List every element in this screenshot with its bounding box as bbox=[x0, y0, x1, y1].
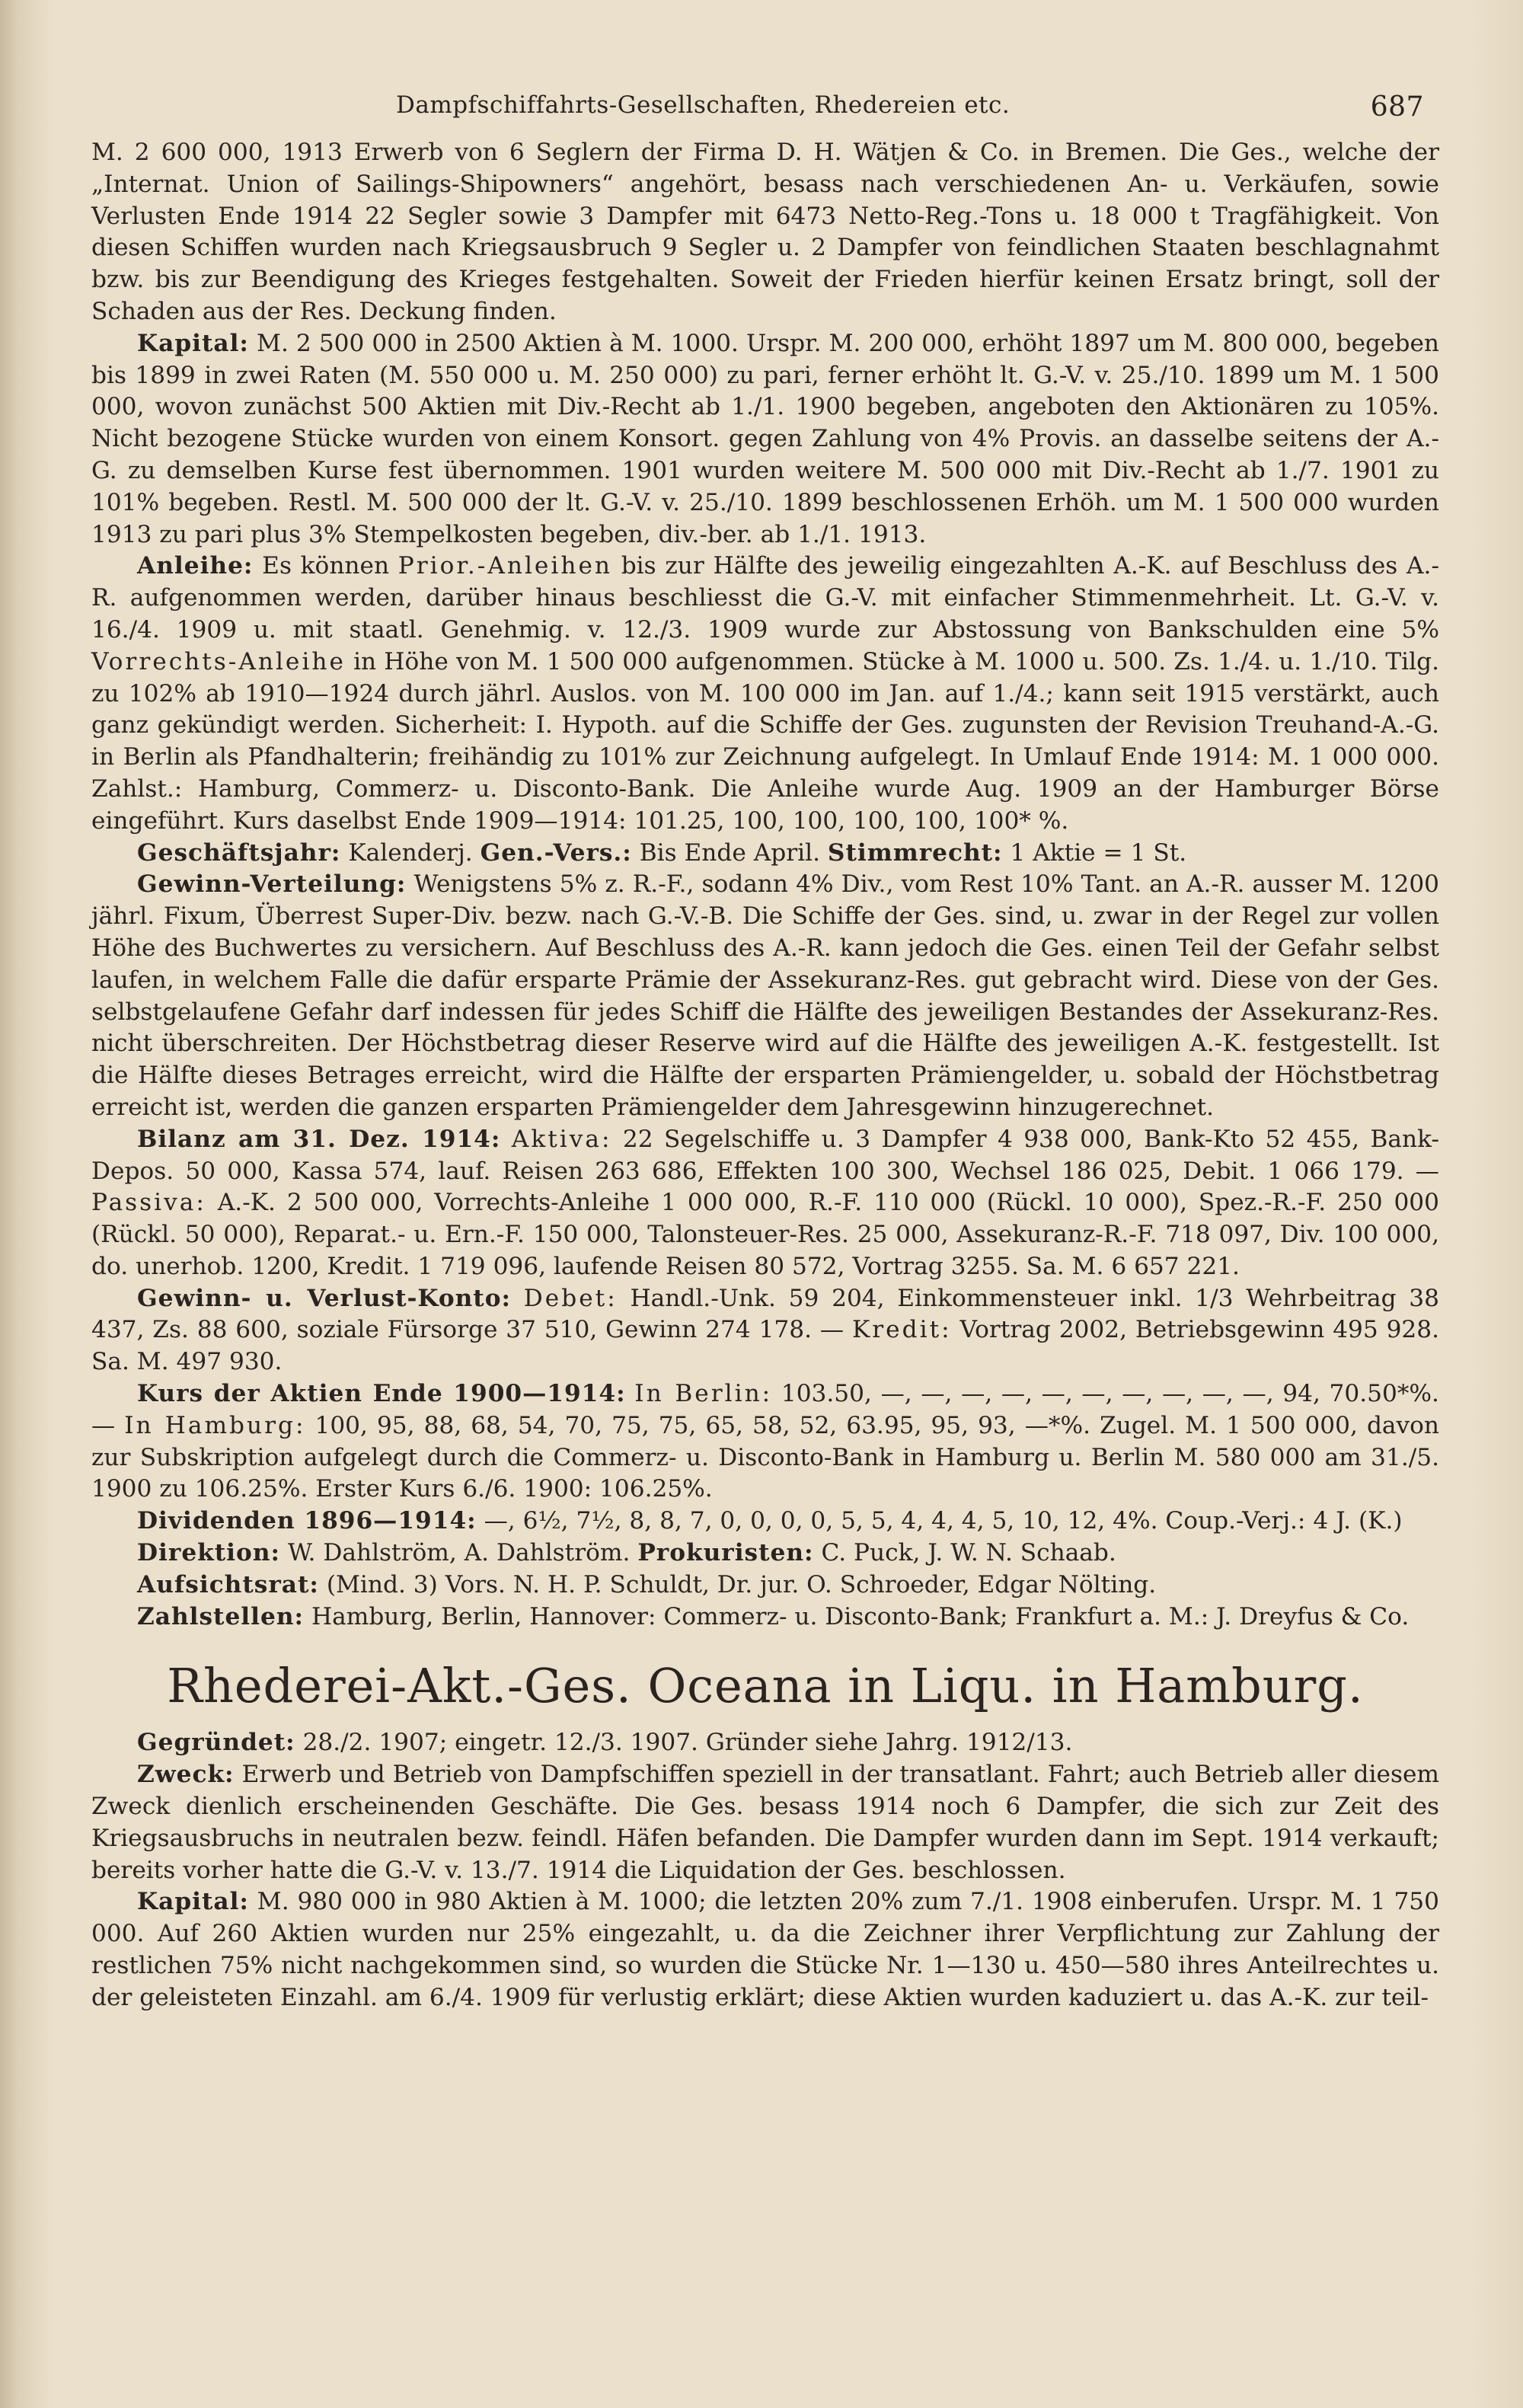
zweck-section: Zweck: Erwerb und Betrieb von Dampfschiffen speziell in der transatlant. Fahrt; auch Betrieb aller diesem Zweck dienlich erscheinenden Geschäfte. Die Ges. besass 1914 noch 6 Dampfer, die sich zur Zeit des Kriegsausbruchs in neutralen bezw. feindl. Häfen befanden. Die Dampfer wurden dann im Sept. 1914 verkauft; bereits vorher hatte die G.-V. v. 13./7. 1914 die Liquidation der Ges. beschlossen. bbox=[91, 1761, 1439, 1884]
running-title: Dampfschiffahrts-Gesellschaften, Rhedereien etc. bbox=[396, 91, 1011, 119]
kapital2-section: Kapital: M. 980 000 in 980 Aktien à M. 1000; die letzten 20% zum 7./1. 1908 einberufen. Urspr. M. 1 750 000. Auf 260 Aktien wurden nur 25% eingezahlt, u. da die Zeichner ihrer Verpflichtung zur Zahlung der restlichen 75% nicht nachgekommen sind, so wurden die Stücke Nr. 1—130 u. 450—580 ihres Anteilrechtes u. der geleisteten Einzahl. am 6./4. 1909 für verlustig erklärt; diese Aktien wurden kaduziert u. das A.-K. zur teil- bbox=[91, 1888, 1439, 2011]
zahlstellen-section: Zahlstellen: Hamburg, Berlin, Hannover: Commerz- u. Disconto-Bank; Frankfurt a. M.: J. Dreyfus & Co. bbox=[137, 1602, 1410, 1630]
kapital-text: M. 2 500 000 in 2500 Aktien à M. 1000. Urspr. M. 200 000, erhöht 1897 um M. 800 000, begeben bis 1899 in zwei Raten (M. 550 000 u. M. 250 000) zu pari, ferner erhöht lt. G.-V. v. 25./10. 1899 um M. 1 500 000, wovon zunächst 500 Aktien mit Div.-Recht ab 1./1. 1900 begeben, angeboten den Aktionären zu 105%. Nicht bezogene Stücke wurden von einem Konsort. gegen Zahlung von 4% Provis. an dasselbe seitens der A.-G. zu demselben Kurse fest übernommen. 1901 wurden weitere M. 500 000 mit Div.-Recht ab 1./7. 1901 zu 101% begeben. Restl. M. 500 000 der lt. G.-V. v. 25./10. 1899 beschlossenen Erhöh. um M. 1 500 000 wurden 1913 zu pari plus 3% Stempelkosten begeben, div.-ber. ab 1./1. 1913. bbox=[91, 329, 1439, 548]
kurs-section: Kurs der Aktien Ende 1900—1914: In Berlin: 103.50, —, —, —, —, —, —, —, —, —, —, 94, 70.50*%. — In Hamburg: 100, 95, 88, 68, 54, 70, 75, 75, 65, 58, 52, 63.95, 95, 93, —*%. Zugel. M. 1 500 000, davon zur Subskription aufgelegt durch die Commerz- u. Disconto-Bank in Hamburg u. Berlin M. 580 000 am 31./5. 1900 zu 106.25%. Erster Kurs 6./6. 1900: 106.25%. bbox=[91, 1380, 1439, 1503]
gewinn-verlust-section: Gewinn- u. Verlust-Konto: Debet: Handl.-Unk. 59 204, Einkommensteuer inkl. 1/3 Wehrbeitrag 38 437, Zs. 88 600, soziale Fürsorge 37 510, Gewinn 274 178. — Kredit: Vortrag 2002, Betriebsgewinn 495 928. Sa. M. 497 930. bbox=[91, 1284, 1440, 1376]
aufsichtsrat-section: Aufsichtsrat: (Mind. 3) Vors. N. H. P. Schuldt, Dr. jur. O. Schroeder, Edgar Nölting. bbox=[137, 1570, 1157, 1598]
page-number: 687 bbox=[1370, 91, 1424, 123]
kapital-label: Kapital: bbox=[137, 329, 249, 357]
anleihe-section: Anleihe: Es können Prior.-Anleihen bis zur Hälfte des jeweilig eingezahlten A.-K. auf Beschluss des A.-R. aufgenommen werden, darüber hinaus beschliesst die G.-V. mit einfacher Stimmenmehrheit. Lt. G.-V. v. 16./4. 1909 u. mit staatl. Genehmig. v. 12./3. 1909 wurde zur Abstossung von Bankschulden eine 5% Vorrechts-Anleihe in Höhe von M. 1 500 000 aufgenommen. Stücke à M. 1000 u. 500. Zs. 1./4. u. 1./10. Tilg. zu 102% ab 1910—1924 durch jährl. Auslos. von M. 100 000 im Jan. auf 1./4.; kann seit 1915 verstärkt, auch ganz gekündigt werden. Sicherheit: I. Hypoth. auf die Schiffe der Ges. zugunsten der Revision Treuhand-A.-G. in Berlin als Pfandhalterin; freihändig zu 101% zur Zeichnung aufgelegt. In Umlauf Ende 1914: M. 1 000 000. Zahlst.: Hamburg, Commerz- u. Disconto-Bank. Die Anleihe wurde Aug. 1909 an der Hamburger Börse eingeführt. Kurs daselbst Ende 1909—1914: 101.25, 100, 100, 100, 100, 100* %. bbox=[91, 552, 1440, 835]
direktion-section: Direktion: W. Dahlström, A. Dahlström. Prokuristen: C. Puck, J. W. N. Schaab. bbox=[137, 1539, 1116, 1567]
entry1-intro: M. 2 600 000, 1913 Erwerb von 6 Seglern der Firma D. H. Wätjen & Co. in Bremen. Die Ges., welche der „Internat. Union of Sailings-Shipowners“ angehört, besass nach verschiedenen An- u. Verkäufen, sowie Verlusten Ende 1914 22 Segler sowie 3 Dampfer mit 6473 Netto-Reg.-Tons u. 18 000 t Tragfähigkeit. Von diesen Schiffen wurden nach Kriegsausbruch 9 Segler u. 2 Dampfer von feindlichen Staaten beschlagnahmt bzw. bis zur Beendigung des Krieges festgehalten. Soweit der Frieden hierfür keinen Ersatz bringt, soll der Schaden aus der Res. Deckung finden. bbox=[91, 139, 1439, 325]
geschaeftsjahr-section: Geschäftsjahr: Kalenderj. Gen.-Vers.: Bis Ende April. Stimmrecht: 1 Aktie = 1 St. bbox=[137, 838, 1187, 867]
dividenden-section: Dividenden 1896—1914: —, 6½, 7½, 8, 8, 7, 0, 0, 0, 0, 5, 5, 4, 4, 4, 5, 10, 12, 4%. Coup.-Verj.: 4 J. (K.) bbox=[137, 1507, 1403, 1535]
body-text bbox=[91, 137, 1439, 2014]
anleihe-label: Anleihe: bbox=[137, 552, 254, 580]
company-title: Rhederei-Akt.-Ges. Oceana in Liqu. in Hamburg. bbox=[167, 1658, 1364, 1714]
bilanz-section: Bilanz am 31. Dez. 1914: Aktiva: 22 Segelschiffe u. 3 Dampfer 4 938 000, Bank-Kto 52 455, Bank-Depos. 50 000, Kassa 574, lauf. Reisen 263 686, Effekten 100 300, Wechsel 186 025, Debit. 1 066 179. — Passiva: A.-K. 2 500 000, Vorrechts-Anleihe 1 000 000, R.-F. 110 000 (Rückl. 10 000), Spez.-R.-F. 250 000 (Rückl. 50 000), Reparat.- u. Ern.-F. 150 000, Talonsteuer-Res. 25 000, Assekuranz-R.-F. 718 097, Div. 100 000, do. unerhob. 1200, Kredit. 1 719 096, laufende Reisen 80 572, Vortrag 3255. Sa. M. 6 657 221. bbox=[91, 1125, 1439, 1280]
gewinn-verteilung-section: Gewinn-Verteilung: Wenigstens 5% z. R.-F., sodann 4% Div., vom Rest 10% Tant. an A.-R. ausser M. 1200 jährl. Fixum, Überrest Super-Div. bezw. nach G.-V.-B. Die Schiffe der Ges. sind, u. zwar in der Regel zur vollen Höhe des Buchwertes zu versichern. Auf Beschluss des A.-R. kann jedoch die Ges. einen Teil der Gefahr selbst laufen, in welchem Falle die dafür ersparte Prämie der Assekuranz-Res. gut gebracht wird. Diese von der Ges. selbstgelaufene Gefahr darf indessen für jedes Schiff die Hälfte des jeweiligen Bestandes der Assekuranz-Res. nicht überschreiten. Der Höchstbetrag dieser Reserve wird auf die Hälfte des jeweiligen A.-K. festgestellt. Ist die Hälfte dieses Betrages erreicht, wird die Hälfte der ersparten Prämiengelder, u. sobald der Höchstbetrag erreicht ist, werden die ganzen ersparten Prämiengelder dem Jahresgewinn hinzugerechnet. bbox=[91, 870, 1439, 1121]
gegruendet-section: Gegründet: 28./2. 1907; eingetr. 12./3. 1907. Gründer siehe Jahrg. 1912/13. bbox=[137, 1729, 1073, 1757]
page-header bbox=[91, 91, 1439, 137]
kapital-section bbox=[91, 328, 1439, 551]
